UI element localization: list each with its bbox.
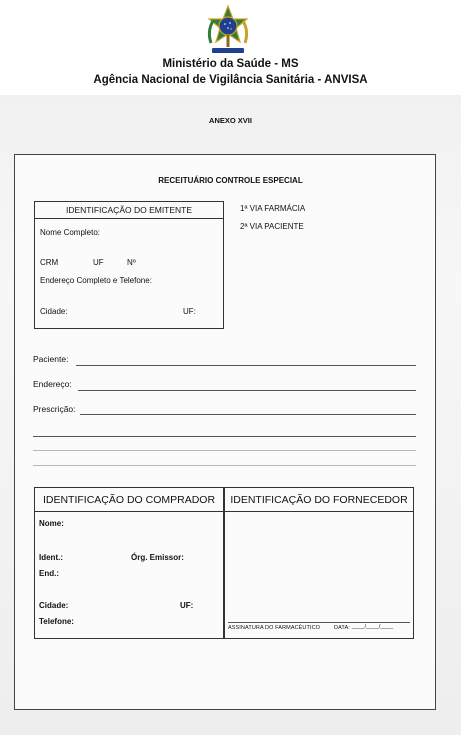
- supplier-box: [224, 487, 414, 639]
- address-field[interactable]: [78, 390, 416, 391]
- prescription-field[interactable]: [80, 414, 416, 415]
- buyer-heading: IDENTIFICAÇÃO DO COMPRADOR: [35, 488, 223, 512]
- date-label: DATA:: [334, 625, 350, 631]
- emitter-city-label: Cidade:: [40, 307, 68, 316]
- buyer-id-label: Ident.:: [39, 553, 63, 562]
- prescription-line[interactable]: [33, 450, 416, 451]
- emitter-heading: IDENTIFICAÇÃO DO EMITENTE: [34, 201, 224, 219]
- emitter-uf-label: UF: [93, 258, 104, 267]
- date-blank[interactable]: ____/____/____: [352, 624, 394, 630]
- ministry-heading: Ministério da Saúde - MS: [162, 58, 299, 70]
- buyer-city-label: Cidade:: [39, 601, 69, 610]
- emitter-crm-label: CRM: [40, 258, 59, 267]
- brazil-coat-of-arms-seal: [203, 5, 253, 57]
- emitter-number-label: Nº: [127, 258, 136, 267]
- buyer-name-label: Nome:: [39, 519, 64, 528]
- patient-field[interactable]: [76, 365, 416, 366]
- first-copy-label: 1ª VIA FARMÁCIA: [240, 204, 306, 213]
- emitter-name-label: Nome Completo:: [40, 228, 101, 237]
- pharmacist-signature-label: ASSINATURA DO FARMACÊUTICO: [228, 625, 321, 631]
- annex-label: ANEXO XVII: [209, 116, 252, 125]
- prescription-label: Prescrição:: [33, 404, 76, 414]
- patient-label: Paciente:: [33, 354, 69, 364]
- buyer-uf-label: UF:: [180, 601, 194, 610]
- prescription-line[interactable]: [33, 465, 416, 466]
- emitter-city-uf-label: UF:: [183, 307, 196, 316]
- buyer-phone-label: Telefone:: [39, 617, 74, 626]
- supplier-heading: IDENTIFICAÇÃO DO FORNECEDOR: [225, 488, 413, 512]
- second-copy-label: 2ª VIA PACIENTE: [240, 222, 304, 231]
- buyer-address-label: End.:: [39, 569, 59, 578]
- buyer-issuer-label: Órg. Emissor:: [131, 553, 184, 562]
- signature-line[interactable]: [228, 622, 410, 623]
- agency-heading: Agência Nacional de Vigilância Sanitária - ANVISA: [93, 74, 368, 86]
- prescription-line[interactable]: [33, 436, 416, 437]
- address-label: Endereço:: [33, 379, 72, 389]
- emitter-address-label: Endereço Completo e Telefone:: [40, 276, 152, 285]
- form-title: RECEITUÁRIO CONTROLE ESPECIAL: [158, 176, 303, 185]
